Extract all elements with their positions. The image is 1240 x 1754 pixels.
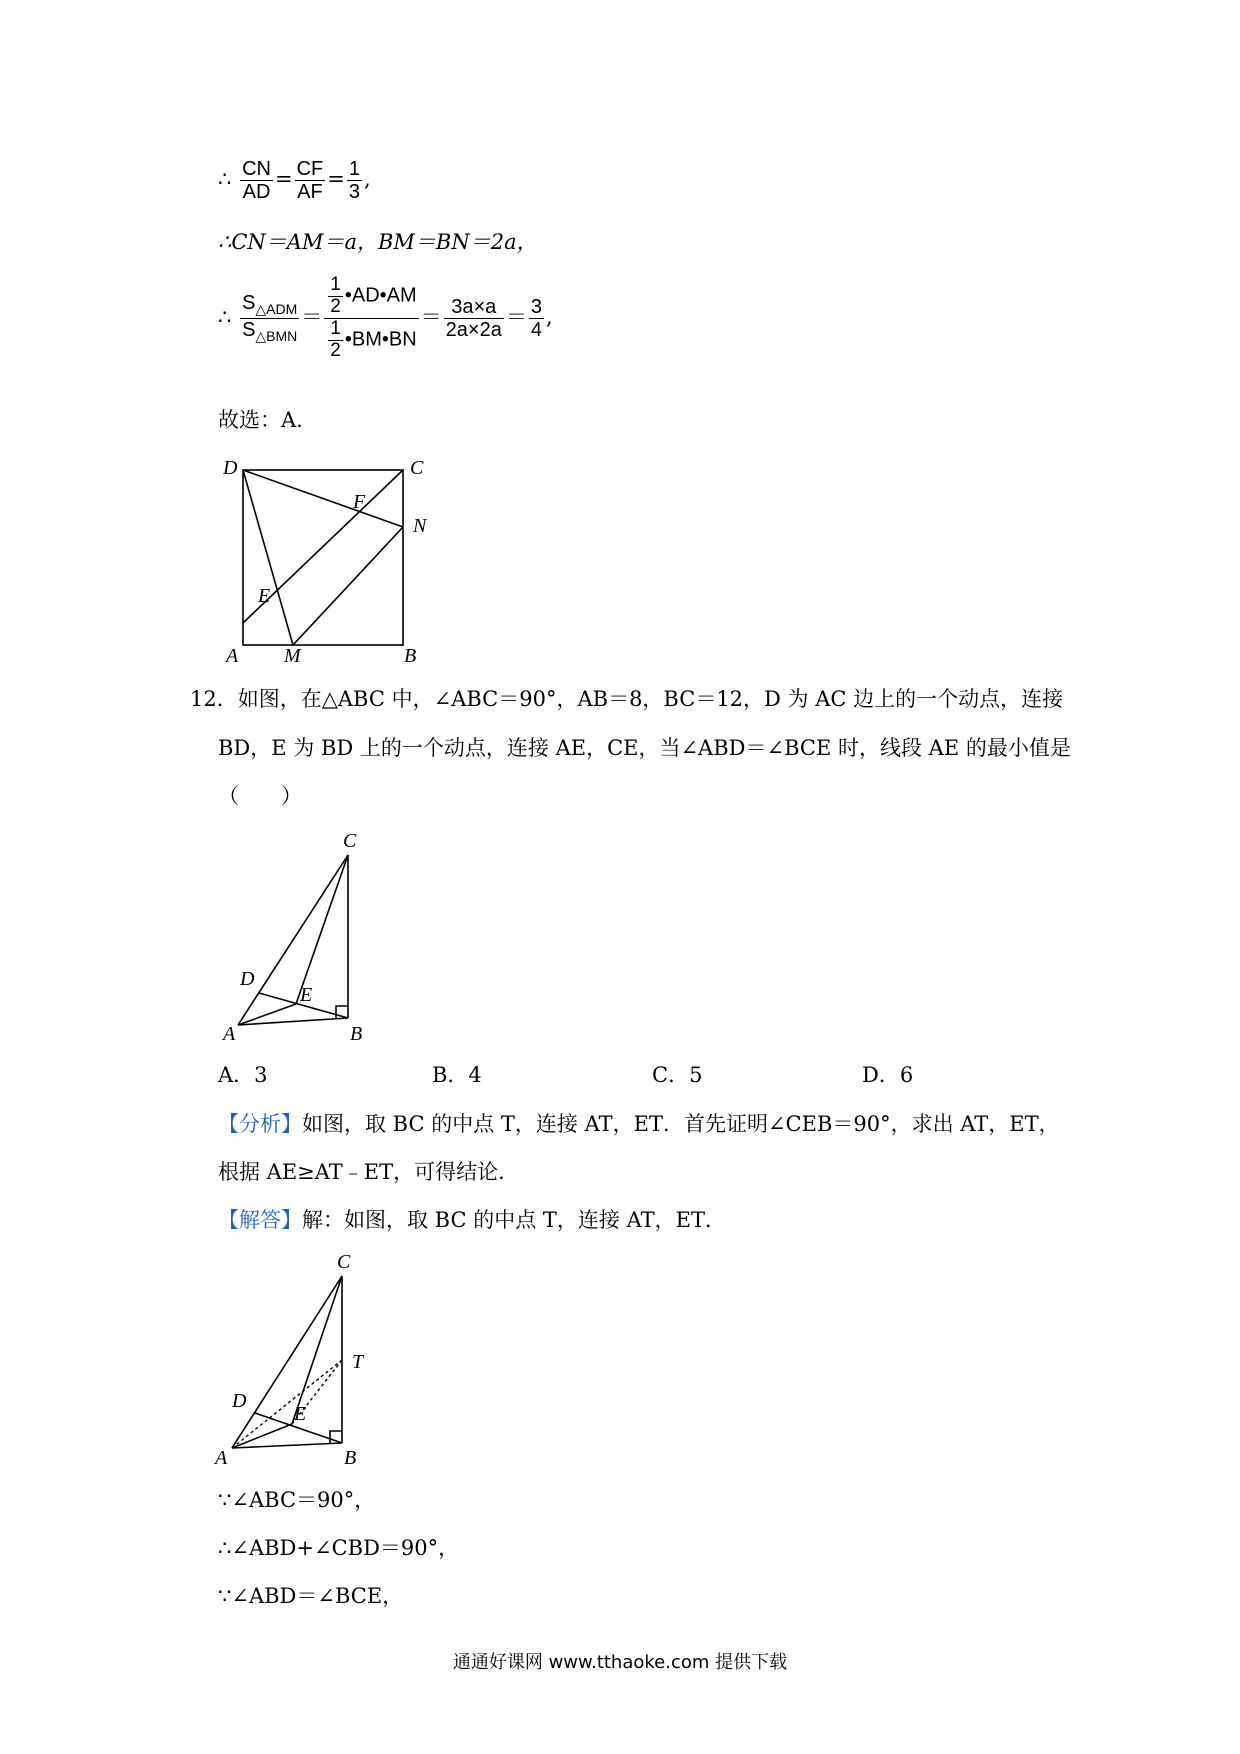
label-b: B [404, 645, 417, 665]
step-2: ∴∠ABD+∠CBD＝90°， [218, 1536, 460, 1560]
label-d: D [240, 968, 255, 990]
label-c: C [337, 1251, 351, 1273]
fraction-cn-ad: $\frac{CN}{AD}$ [242, 158, 271, 203]
analysis-line1: 【分析】如图，取 BC 的中点 T，连接 AT，ET．首先证明∠CEB＝90°，求出 AT，ET， [218, 1112, 1060, 1136]
label-d: D [232, 1390, 247, 1412]
fraction-cf-af: $\frac{CF}{AF}$ [296, 158, 324, 203]
segment-ac [232, 1276, 342, 1448]
label-a: A [226, 645, 239, 665]
answer-line1: 【解答】解：如图，取 BC 的中点 T，连接 AT，ET． [218, 1208, 726, 1232]
label-t: T [352, 1351, 364, 1373]
label-a: A [215, 1447, 228, 1469]
label-b: B [350, 1023, 363, 1045]
segment-mn [293, 527, 403, 645]
segment-ce [296, 855, 348, 1004]
choose-answer: 故选：A. [218, 408, 303, 432]
fraction-3a-a: $\frac{3a\times a}{2a\times 2a}$ [445, 295, 502, 341]
label-e: E [294, 1403, 307, 1425]
equation-lengths: ∴CN＝AM＝a，BM＝BN＝2a， [218, 230, 538, 254]
label-e: E [258, 585, 271, 607]
equation-area-ratio: ∴ $\frac{S_{\triangle ADM}}{S_{\triangle BMN}}$ ＝ $\frac{1}{2}$ •AD•AM $\frac{1}{2}$ •BM•BN ＝ $\frac{3a\times a}{2a\times 2a}$ ＝ $\frac{3}{4}$ , [218, 274, 553, 361]
label-e: E [300, 984, 313, 1006]
figure-triangle [218, 825, 388, 1045]
label-b: B [344, 1447, 357, 1469]
segment-ac [238, 855, 348, 1025]
segment-ce [292, 1276, 342, 1424]
footer-source: 通通好课网 www.tthaoke.com 提供下载 [452, 1652, 788, 1673]
question-12-line2: BD，E 为 BD 上的一个动点，连接 AE，CE，当∠ABD＝∠BCE 时，线段 AE 的最小值是 [218, 736, 1071, 760]
label-c: C [410, 457, 424, 479]
segment-at-dashed [232, 1360, 342, 1448]
fraction-three-quarters: $\frac{3}{4}$ [530, 295, 542, 341]
step-3: ∵∠ABD＝∠BCE， [218, 1584, 404, 1608]
fraction-area-ratio: $\frac{S_{\triangle ADM}}{S_{\triangle BMN}}$ [242, 292, 298, 344]
analysis-tag: 【分析】 [218, 1112, 302, 1136]
square-abcd [243, 470, 403, 645]
option-b: B．4 [432, 1063, 482, 1087]
fraction-half-products: $\frac{1}{2}$ •AD•AM $\frac{1}{2}$ •BM•BN [324, 275, 418, 362]
label-a: A [223, 1023, 236, 1045]
segment-dn [243, 470, 403, 527]
option-a: A．3 [218, 1063, 268, 1087]
answer-tag: 【解答】 [218, 1208, 302, 1232]
question-12-line3: （ ） [218, 784, 302, 808]
label-c: C [343, 830, 357, 852]
fraction-one-third: $\frac{1}{3}$ [348, 158, 360, 203]
figure-square [218, 450, 448, 665]
label-m: M [284, 645, 301, 665]
label-n: N [413, 515, 427, 537]
segment-dm [243, 470, 293, 645]
step-1: ∵∠ABC＝90°， [218, 1488, 376, 1512]
question-12-line1: 12．如图，在△ABC 中，∠ABC＝90°，AB＝8，BC＝12，D 为 AC 边上的一个动点，连接 [190, 687, 1064, 711]
option-d: D．6 [862, 1063, 914, 1087]
label-d: D [223, 457, 238, 479]
segment-ae [232, 1424, 292, 1448]
figure-triangle-midpoint [210, 1248, 385, 1473]
equation-ratio-cn-ad: ∴ $\frac{CN}{AD}$ = $\frac{CF}{AF}$ = $\frac{1}{3}$ , [218, 158, 371, 203]
option-c: C．5 [652, 1063, 703, 1087]
therefore-symbol: ∴ [218, 167, 232, 191]
label-f: F [353, 491, 366, 513]
segment-ab [232, 1443, 342, 1448]
analysis-line2: 根据 AE≥AT﹣ET，可得结论． [218, 1160, 520, 1184]
